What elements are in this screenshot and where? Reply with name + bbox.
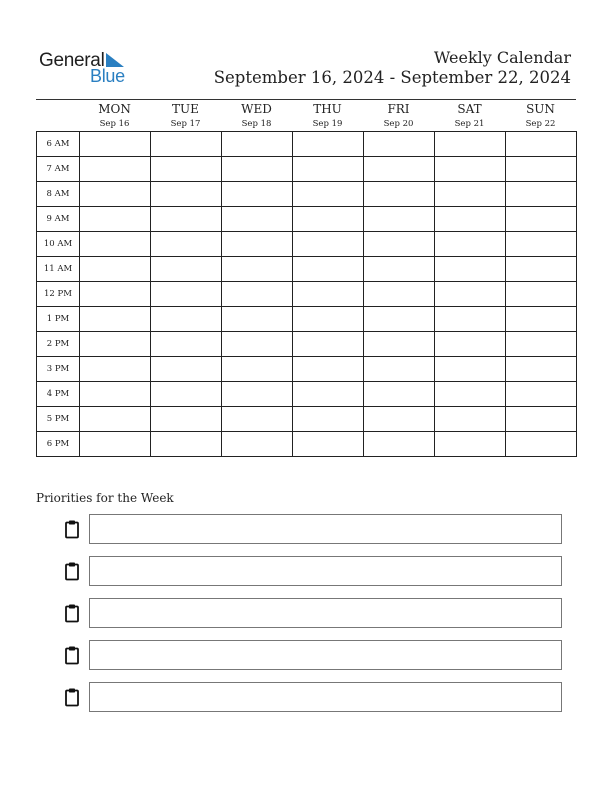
slot-mon[interactable] [80,157,151,182]
time-row [37,382,577,407]
slot-mon[interactable] [80,182,151,207]
slot-mon[interactable] [80,332,151,357]
day-name: MON [98,102,131,116]
priority-input[interactable] [89,682,562,712]
time-label: 5 PM [37,407,80,432]
time-label: 6 PM [37,432,80,457]
clipboard-icon [64,687,80,707]
logo-text-blue: Blue [90,66,125,86]
schedule-grid [36,131,577,457]
slot-thu[interactable] [293,132,364,157]
time-row [37,182,577,207]
slot-thu[interactable] [293,257,364,282]
time-label: 9 AM [37,207,80,232]
slot-mon[interactable] [80,232,151,257]
slot-tue[interactable] [151,207,222,232]
slot-wed[interactable] [222,232,293,257]
time-label: 4 PM [37,382,80,407]
day-name: THU [313,102,342,116]
day-name: FRI [387,102,410,116]
slot-sun[interactable] [506,382,577,407]
time-label: 8 AM [37,182,80,207]
slot-fri[interactable] [364,232,435,257]
slot-thu[interactable] [293,357,364,382]
slot-thu[interactable] [293,232,364,257]
day-header-fri [363,101,434,130]
slot-mon[interactable] [80,257,151,282]
day-name: SUN [526,102,555,116]
page-title: Weekly Calendar [433,48,571,67]
slot-tue[interactable] [151,332,222,357]
slot-mon[interactable] [80,307,151,332]
slot-tue[interactable] [151,257,222,282]
slot-tue[interactable] [151,357,222,382]
slot-sat[interactable] [435,382,506,407]
day-date: Sep 19 [312,119,343,129]
day-header-wed [221,101,292,130]
slot-mon[interactable] [80,282,151,307]
slot-sat[interactable] [435,132,506,157]
slot-wed[interactable] [222,282,293,307]
slot-wed[interactable] [222,257,293,282]
slot-tue[interactable] [151,307,222,332]
day-name: TUE [172,102,199,116]
slot-sun[interactable] [506,132,577,157]
day-header-sat [434,101,505,130]
slot-mon[interactable] [80,207,151,232]
date-range: September 16, 2024 - September 22, 2024 [213,68,571,87]
slot-thu[interactable] [293,382,364,407]
slot-fri[interactable] [364,407,435,432]
time-label: 2 PM [37,332,80,357]
slot-fri[interactable] [364,207,435,232]
slot-wed[interactable] [222,132,293,157]
slot-fri[interactable] [364,257,435,282]
slot-wed[interactable] [222,207,293,232]
time-row [37,282,577,307]
slot-tue[interactable] [151,382,222,407]
time-row [37,357,577,382]
slot-sat[interactable] [435,407,506,432]
day-date: Sep 18 [241,119,272,129]
time-row [37,232,577,257]
time-label: 1 PM [37,307,80,332]
slot-sun[interactable] [506,257,577,282]
slot-sat[interactable] [435,182,506,207]
slot-mon[interactable] [80,432,151,457]
slot-thu[interactable] [293,332,364,357]
priority-input[interactable] [89,556,562,586]
slot-sat[interactable] [435,332,506,357]
priority-input[interactable] [89,640,562,670]
slot-thu[interactable] [293,407,364,432]
slot-thu[interactable] [293,157,364,182]
slot-fri[interactable] [364,182,435,207]
logo-text-general: General [39,50,105,71]
day-date: Sep 21 [454,119,485,129]
slot-tue[interactable] [151,282,222,307]
day-header-thu [292,101,363,130]
slot-mon[interactable] [80,132,151,157]
slot-fri[interactable] [364,357,435,382]
slot-thu[interactable] [293,207,364,232]
slot-sat[interactable] [435,232,506,257]
clipboard-icon [64,561,80,581]
time-label: 12 PM [37,282,80,307]
slot-wed[interactable] [222,382,293,407]
header-divider [36,99,576,100]
day-header-mon [79,101,150,130]
day-name: SAT [457,102,482,116]
slot-tue[interactable] [151,407,222,432]
time-label: 11 AM [37,257,80,282]
slot-thu[interactable] [293,432,364,457]
time-row [37,332,577,357]
slot-sun[interactable] [506,307,577,332]
time-label: 7 AM [37,157,80,182]
slot-sun[interactable] [506,182,577,207]
time-row [37,157,577,182]
slot-wed[interactable] [222,432,293,457]
time-row [37,407,577,432]
clipboard-icon [64,519,80,539]
slot-mon[interactable] [80,357,151,382]
slot-wed[interactable] [222,332,293,357]
slot-sun[interactable] [506,357,577,382]
slot-fri[interactable] [364,307,435,332]
slot-thu[interactable] [293,182,364,207]
time-row [37,432,577,457]
priority-input[interactable] [89,514,562,544]
slot-sun[interactable] [506,332,577,357]
slot-mon[interactable] [80,407,151,432]
day-date: Sep 22 [525,119,556,129]
priority-row [64,682,562,712]
slot-tue[interactable] [151,132,222,157]
day-header-tue [150,101,221,130]
slot-fri[interactable] [364,157,435,182]
day-name: WED [241,102,272,116]
slot-sat[interactable] [435,282,506,307]
day-date: Sep 16 [99,119,130,129]
slot-tue[interactable] [151,157,222,182]
priority-row [64,598,562,628]
time-row [37,307,577,332]
priority-row [64,640,562,670]
slot-fri[interactable] [364,382,435,407]
slot-fri[interactable] [364,132,435,157]
general-blue-logo [39,50,139,86]
day-date: Sep 20 [383,119,414,129]
time-label: 3 PM [37,357,80,382]
slot-fri[interactable] [364,432,435,457]
priority-input[interactable] [89,598,562,628]
priority-row [64,514,562,544]
time-label: 6 AM [37,132,80,157]
priorities-title: Priorities for the Week [36,491,174,505]
slot-sat[interactable] [435,157,506,182]
slot-wed[interactable] [222,407,293,432]
slot-sun[interactable] [506,432,577,457]
slot-sat[interactable] [435,207,506,232]
priority-row [64,556,562,586]
slot-sat[interactable] [435,257,506,282]
slot-sat[interactable] [435,432,506,457]
time-label: 10 AM [37,232,80,257]
slot-sat[interactable] [435,307,506,332]
slot-tue[interactable] [151,232,222,257]
time-row [37,132,577,157]
slot-wed[interactable] [222,357,293,382]
slot-wed[interactable] [222,307,293,332]
slot-wed[interactable] [222,182,293,207]
clipboard-icon [64,603,80,623]
slot-wed[interactable] [222,157,293,182]
slot-sun[interactable] [506,282,577,307]
slot-mon[interactable] [80,382,151,407]
slot-sun[interactable] [506,157,577,182]
slot-sun[interactable] [506,232,577,257]
day-date: Sep 17 [170,119,201,129]
slot-thu[interactable] [293,282,364,307]
slot-sun[interactable] [506,207,577,232]
time-row [37,207,577,232]
slot-sun[interactable] [506,407,577,432]
slot-tue[interactable] [151,182,222,207]
slot-fri[interactable] [364,282,435,307]
slot-thu[interactable] [293,307,364,332]
time-row [37,257,577,282]
slot-tue[interactable] [151,432,222,457]
slot-fri[interactable] [364,332,435,357]
slot-sat[interactable] [435,357,506,382]
day-header-sun [505,101,576,130]
clipboard-icon [64,645,80,665]
